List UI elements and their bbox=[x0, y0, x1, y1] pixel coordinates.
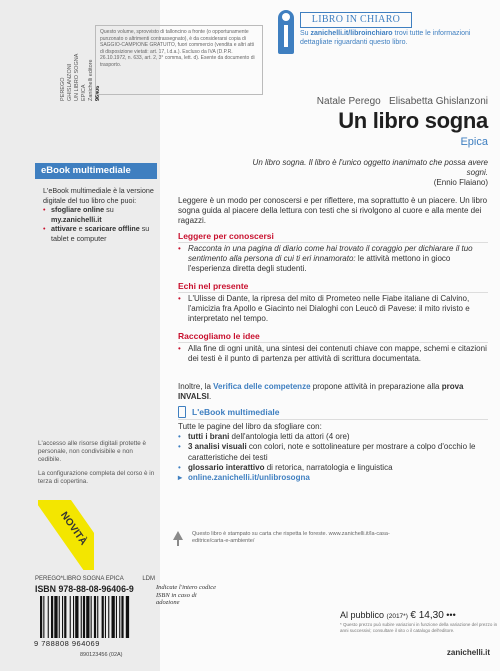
authors: Natale Perego Elisabetta Ghislanzoni bbox=[316, 96, 488, 107]
ebook-main-heading: L'eBook multimediale bbox=[192, 407, 280, 417]
ebook-side-item: • attivare e scaricare offline su tablet e computer bbox=[43, 224, 158, 243]
barcode-bar bbox=[54, 596, 57, 638]
barcode-bar bbox=[64, 596, 66, 638]
barcode-digits: 9 788808 964069 bbox=[34, 639, 100, 648]
barcode-bar bbox=[91, 596, 92, 638]
section-heading-2: Echi nel presente bbox=[178, 281, 249, 291]
barcode-bar bbox=[75, 596, 78, 638]
legal-notice: Questo volume, sprovvisto di talloncino a fronte (o opportunamente punzonato o altrimenti contrassegnato), è da considerarsi copia di SAGGIO-CAMPIONE GRATUITO, fuori commercio (vendita e altri atti di disposizione vietati: art. 17, l.d.a.). Escluso da IVA (D.P.R. 26.10.1972, n. 633, art. 2, 3° comma, lett. d). Esente da documento di trasporto. bbox=[95, 25, 263, 95]
barcode bbox=[40, 596, 150, 638]
section-body-3: • Alla fine di ogni unità, una sintesi dei contenuti chiave con mappe, schemi e citazioni dei testi è il punto di partenza per attività di scrittura documentata. bbox=[178, 344, 488, 364]
ebook-side-body bbox=[43, 186, 158, 243]
divider bbox=[178, 342, 488, 343]
barcode-bar bbox=[48, 596, 49, 638]
ebook-side-heading: eBook multimediale bbox=[35, 163, 157, 179]
ebook-side-item: • sfogliare online su my.zanichelli.it bbox=[43, 205, 158, 224]
section-heading-1: Leggere per conoscersi bbox=[178, 231, 274, 241]
access-note: L'accesso alle risorse digitali protette è personale, non condivisibile e non cedibile. bbox=[38, 440, 146, 463]
my-zanichelli-link[interactable]: my.zanichelli.it bbox=[51, 214, 102, 224]
novita-ribbon bbox=[38, 500, 94, 570]
barcode-bar bbox=[86, 596, 89, 638]
config-note: La configurazione completa del corso è in terza di copertina. bbox=[38, 470, 155, 485]
barcode-bar bbox=[116, 596, 117, 638]
libro-in-chiaro[interactable] bbox=[278, 10, 488, 70]
barcode-bar bbox=[112, 596, 115, 638]
barcode-bar bbox=[51, 596, 53, 638]
barcode-bar bbox=[97, 596, 98, 638]
spine-top-text: PEREGO GHISLANZONI UN LIBRO SOGNA EPICA Zanichelli editore 96406 bbox=[60, 53, 101, 101]
novita-label: NOVITÀ bbox=[38, 500, 94, 570]
price: Al pubblico (2017*) € 14,30 ••• bbox=[340, 610, 456, 621]
barcode-bar bbox=[70, 596, 71, 638]
ebook-side-intro: L'eBook multimediale è la versione digitale del tuo libro che puoi: bbox=[43, 186, 154, 205]
ebook-feature: • 3 analisi visuali con colori, note e sottolineature per mostrare a colpo d'occhio le caratteristiche dei testi bbox=[178, 442, 488, 462]
barcode-bar bbox=[121, 596, 123, 638]
libro-in-chiaro-link[interactable]: zanichelli.it/libroinchiaro bbox=[310, 30, 393, 37]
libro-in-chiaro-text: Su zanichelli.it/libroinchiaro trovi tutte le informazioni dettagliate riguardanti questo libro. bbox=[300, 30, 471, 46]
barcode-bar bbox=[105, 596, 106, 638]
left-notes bbox=[38, 440, 156, 492]
tree-icon bbox=[172, 531, 184, 547]
ebook-feature: • glossario interattivo di retorica, narratologia e linguistica bbox=[178, 463, 488, 473]
barcode-bar bbox=[81, 596, 82, 638]
info-icon bbox=[278, 10, 294, 54]
barcode-bar bbox=[62, 596, 63, 638]
barcode-bar bbox=[126, 596, 129, 638]
epigraph bbox=[240, 158, 488, 188]
barcode-bar bbox=[73, 596, 74, 638]
barcode-bar bbox=[94, 596, 96, 638]
barcode-bar bbox=[108, 596, 109, 638]
intro-paragraph: Leggere è un modo per conoscersi e per riflettere, ma soprattutto è un piacere. Un libro sogna guida al piacere della lettura con testi che si rivolgono al cuore e alla mente dei ragazzi. bbox=[178, 196, 488, 226]
epigraph-text: Un libro sogna. Il libro è l'unico oggetto inanimato che possa avere sogni. bbox=[252, 158, 488, 177]
barcode-bar bbox=[83, 596, 85, 638]
ebook-main-intro: Tutte le pagine del libro da sfogliare con: bbox=[178, 422, 322, 431]
section-heading-3: Raccogliamo le idee bbox=[178, 331, 260, 341]
ebook-online-link[interactable]: ▸ online.zanichelli.it/unlibrosogna bbox=[178, 473, 488, 483]
isbn-note: Indicate l'intero codice ISBN in caso di adozione bbox=[156, 584, 216, 606]
barcode-bar bbox=[59, 596, 60, 638]
forest-note: Questo libro è stampato su carta che rispetta le foreste. www.zanichelli.it/la-casa-editrice/carta-e-ambiente/ bbox=[192, 531, 390, 545]
book-title: Un libro sogna bbox=[338, 108, 488, 133]
barcode-bar bbox=[119, 596, 120, 638]
barcode-bar bbox=[40, 596, 42, 638]
section-body-1: • Racconta in una pagina di diario come hai trovato il coraggio per dichiarare il tuo sentimento alla persona di cui ti eri innamorato: le attività mettono in gioco l'esperienza diretta degli studenti. bbox=[178, 244, 488, 275]
product-code: PEREGO*LIBRO SOGNA EPICA LDM bbox=[35, 576, 155, 582]
ebook-feature: • tutti i brani dell'antologia letti da attori (4 ore) bbox=[178, 432, 488, 442]
barcode-secondary-code: 890123456 (02A) bbox=[80, 652, 123, 658]
book-subtitle: Epica bbox=[460, 136, 488, 148]
divider bbox=[178, 292, 488, 293]
section-body-2: • L'Ulisse di Dante, la ripresa del mito di Prometeo nelle Fiabe italiane di Calvino, l'amicizia fra Apollo e Giacinto nei Dialoghi con Leucò di Pavese: il mito rivisto e interpretato nel tempo. bbox=[178, 294, 488, 325]
tablet-icon bbox=[178, 406, 186, 418]
divider bbox=[178, 419, 488, 420]
divider bbox=[178, 242, 488, 243]
libro-in-chiaro-title: LIBRO IN CHIARO bbox=[300, 12, 412, 28]
epigraph-author: (Ennio Flaiano) bbox=[433, 178, 488, 187]
inoltre-paragraph: Inoltre, la Verifica delle competenze propone attività in preparazione alla prova INVALSI. bbox=[178, 382, 464, 402]
ebook-main-body bbox=[178, 422, 488, 483]
barcode-bar bbox=[43, 596, 44, 638]
barcode-bar bbox=[102, 596, 104, 638]
publisher-site[interactable]: zanichelli.it bbox=[446, 648, 490, 657]
price-note: * Questo prezzo può subire variazioni in funzione della variazione del prezzo in anni successivi; consultare il sito o il catalogo dell'editore. bbox=[340, 622, 498, 633]
isbn: ISBN 978-88-08-96406-9 bbox=[35, 584, 134, 594]
